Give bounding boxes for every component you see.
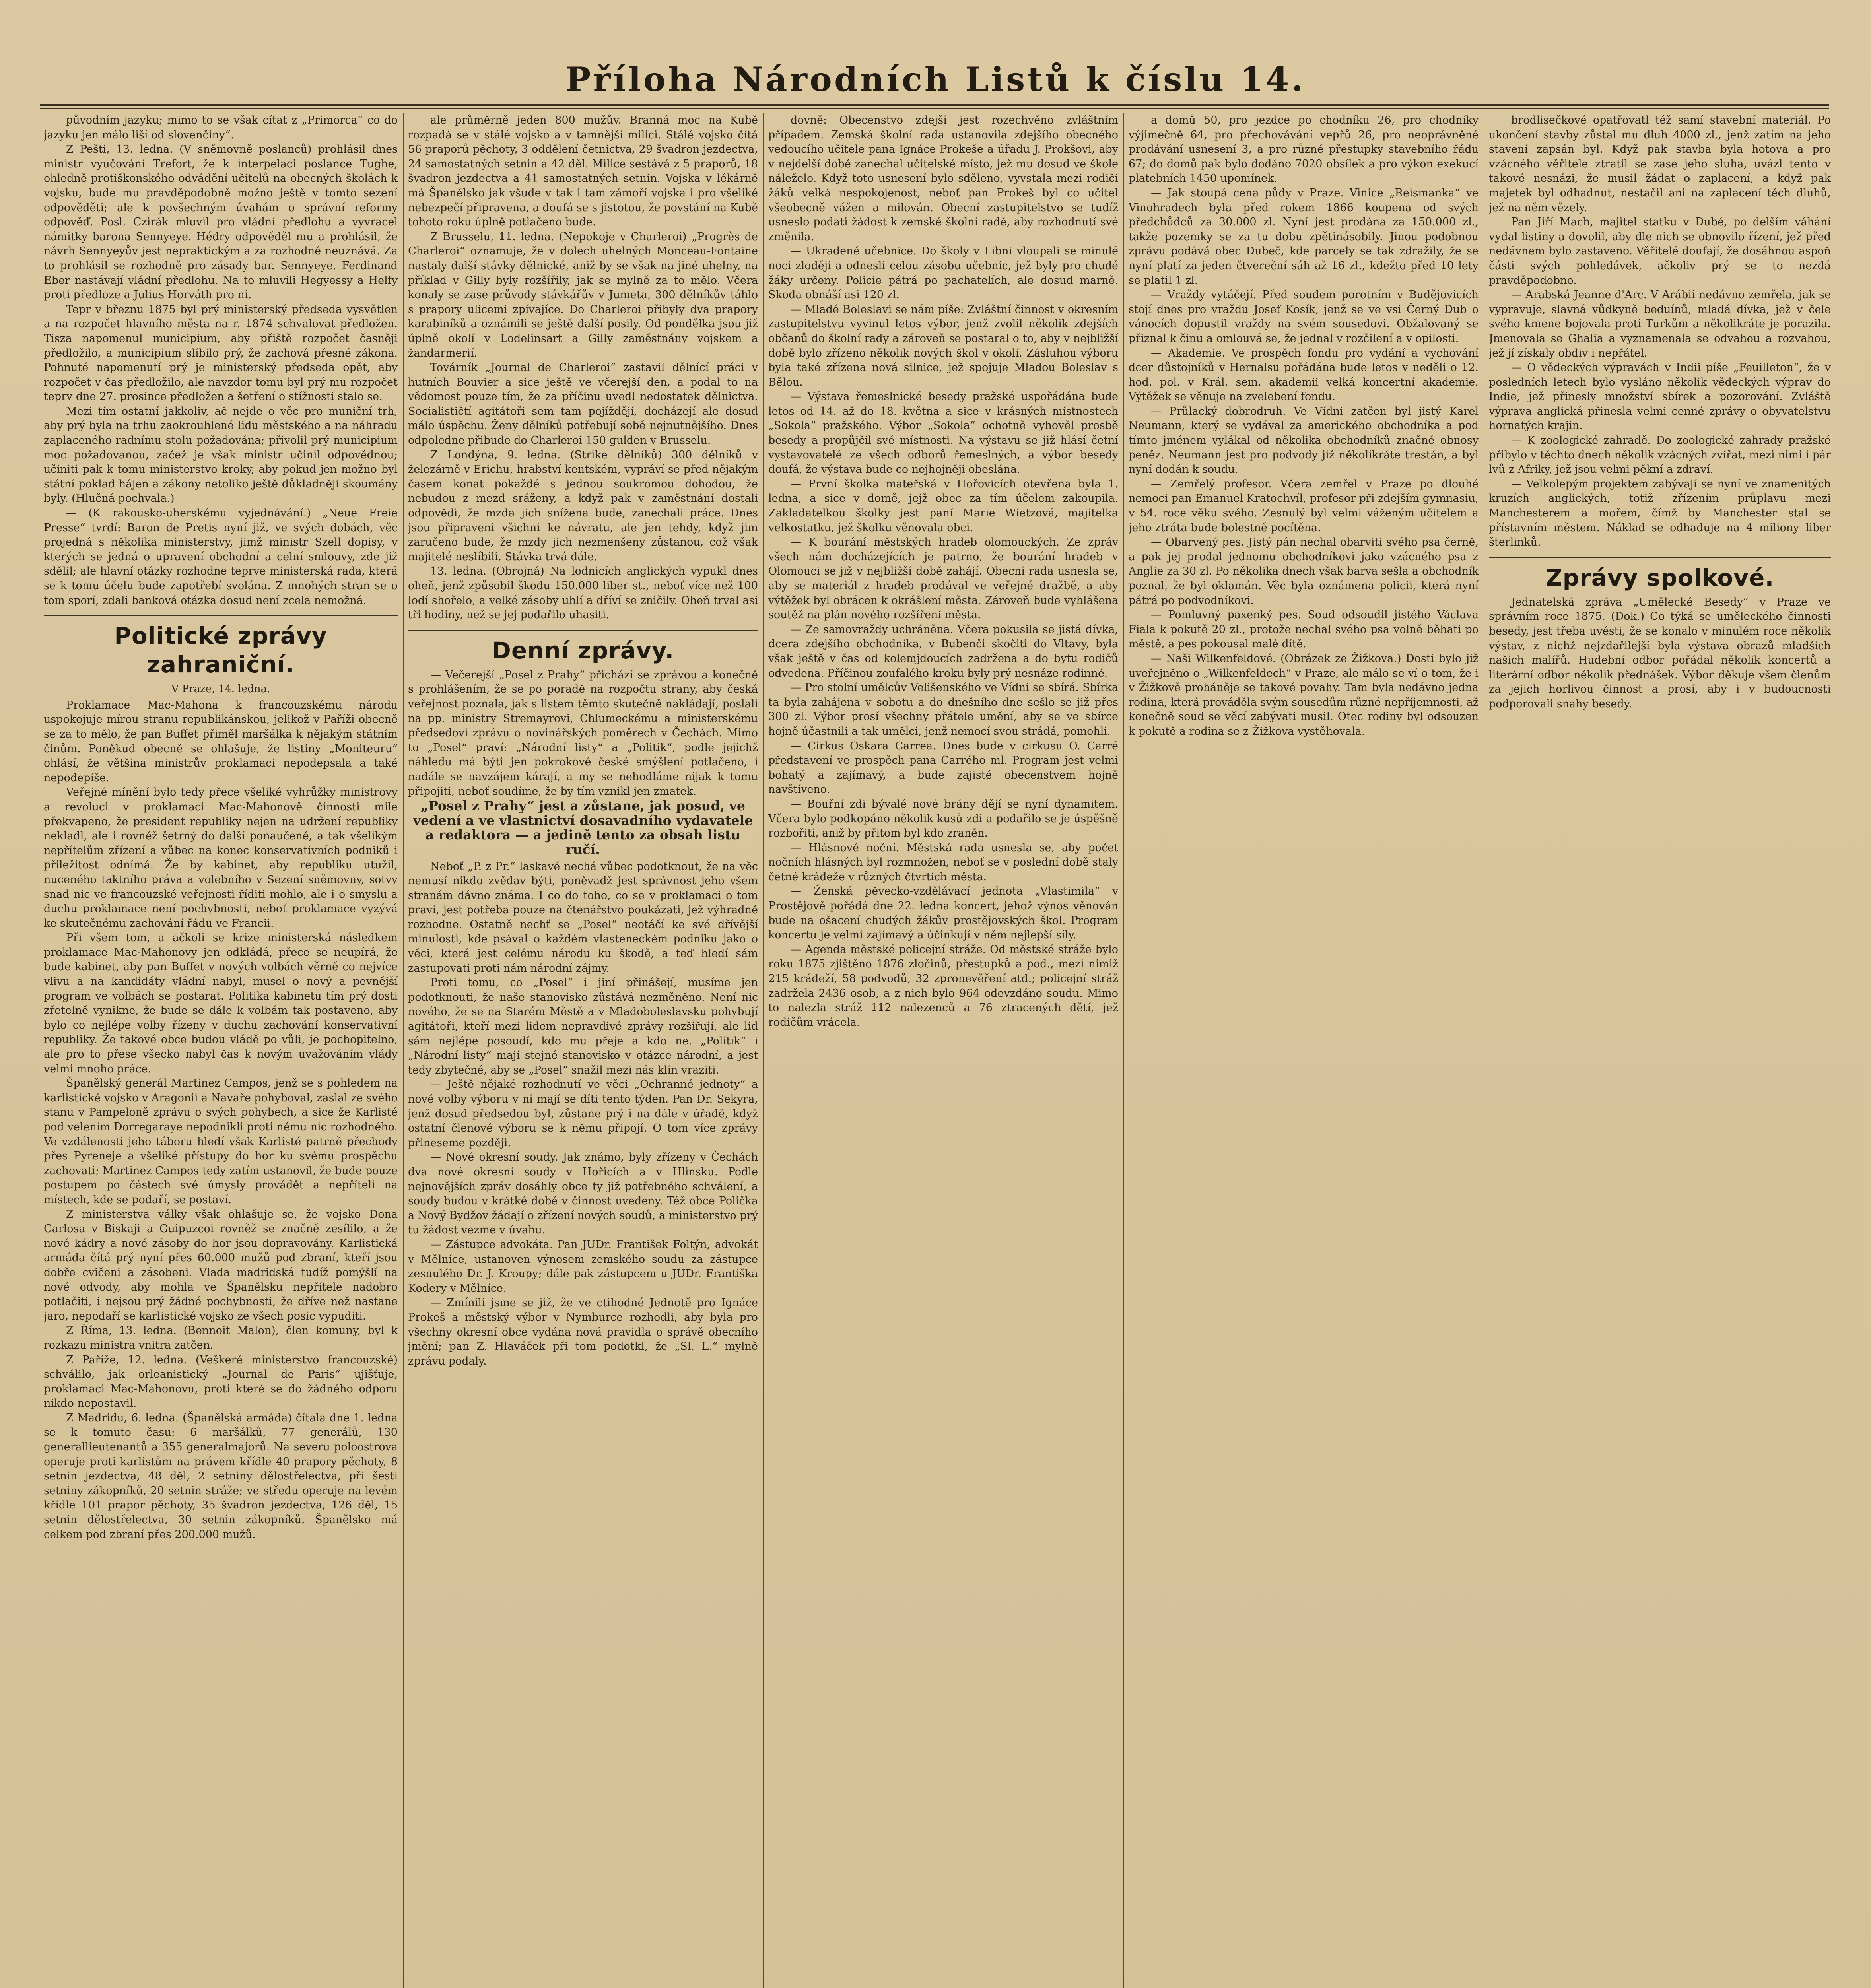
section-divider <box>408 630 758 631</box>
article-wilkenfeld: — Naši Wilkenfeldové. (Obrázek ze Žižkova.) Dosti bylo již uveřejněno o „Wilkenfeldech“ v Praze, ale málo se ví o tom, že i v Žižkově proháněje se takové povahy. Tam byla nedávno jedna rodina, která prováděla svým sousedům různé nepříjemnosti, až konečně soud se věcí zabývati musil. Otec rodiny byl odsouzen k pokutě a rodina se z Žižkova vystěhovala. <box>1129 652 1479 738</box>
article-adventurer: — Průlacký dobrodruh. Ve Vídni zatčen byl jistý Karel Neumann, který se vydával za amerického obchodníka a pod tímto jménem vylákal od několika obchodníků značné obnosy peněz. Neumann jest pro podvody již několikráte trestán, a byl nyní dodán k soudu. <box>1129 405 1479 476</box>
article-zoo: — K zoologické zahradě. Do zoologické zahrady pražské přibylo v těchto dnech několik vzácných zvířat, mezi nimi i pár lvů z Afriky, jež jsou velmi pěkní a zdraví. <box>1489 434 1831 476</box>
article-advocate: — Zástupce advokáta. Pan JUDr. František Foltýn, advokát v Mělníce, ustanoven výnosem zemského soudu za zástupce zesnulého Dr. J. Kroupy; dále pak zástupcem u JUDr. Františka Kodery v Mělníce. <box>408 1238 758 1295</box>
article-land-price: — Jak stoupá cena půdy v Praze. Vinice „Reismanka“ ve Vinohradech byla před rokem 1866 koupena od svých předchůdců za 30.000 zl. Nyní jest prodána za 150.000 zl., takže pozemky se za tu dobu zpětinásobily. Jinou podobnou zprávu podává obec Dubeč, kde parcely se tak zdražily, že se nyní platí za jeden čtvereční sáh až 16 zl., kdežto před 10 lety se platil 1 zl. <box>1129 186 1479 287</box>
article-paragraph: Neboť „P. z Pr.“ laskavé nechá vůbec podotknout, že na věc nemusí nikdo zvědav býti, poněvadž jest správnost jeho všem stranám dávno známa. I co do toho, co se v proklamaci o tom praví, jest potřeba pouze na čtenářstvo poukázati, jež výhradně rozhodne. Ostatně nechť se „Posel“ neotáčí ke své dřívější minulosti, kde psával o každém vlasteneckém podniku jako o věci, která jest celému národu ku škodě, a teď hledí sám zastupovati proti nám národní zájmy. <box>408 860 758 975</box>
article-paragraph: 13. ledna. (Obrojná) Na lodnicích anglických vypukl dnes oheň, jenž způsobil škodu 150.000 liber st., neboť více než 100 lodí shořelo, a velké zásoby uhlí a dříví se zničily. Oheň trval asi tři hodiny, než se jej podařilo uhasiti. <box>408 565 758 621</box>
section-divider <box>44 615 398 616</box>
article-exhibition: — Výstava řemeslnické besedy pražské uspořádána bude letos od 14. až do 18. května a sice v krásných místnostech „Sokola“ pražského. Výbor „Sokola“ ochotně vyhověl prosbě besedy a propůjčil své místnosti. Na výstavu se již hlásí četní vystavovatelé ze všech odborů řemeslných, a výbor besedy doufá, že výstava bude co nejhojněji obeslána. <box>768 390 1118 476</box>
masthead-title: Příloha Národních Listů k číslu 14. <box>565 60 1306 99</box>
article-new-courts: — Nové okresní soudy. Jak známo, byly zřízeny v Čechách dva nové okresní soudy v Hořicích a v Hlinsku. Podle nejnovějších zpráv dosáhly obce ty již potřebného schválení, a soudy budou v krátké době v činnost uvedeny. Též obce Polička a Nový Bydžov žádají o zřízení nových soudů, a ministerstvo prý tu žádost vezme v úvahu. <box>408 1151 758 1237</box>
column-rule <box>1123 113 1124 1988</box>
article-boleslav: — Mladé Boleslavi se nám píše: Zvláštní činnost v okresním zastupitelstvu vyvinul letos výbor, jenž zvolil několik zdejších občanů do školní rady a zároveň se postaral o to, aby v nejbližší době bylo zřízeno několik nových škol v okolí. Zásluhou výboru byla také zřízena nová silnice, jež spojuje Mladou Boleslav s Bělou. <box>768 303 1118 388</box>
column-1 <box>44 113 398 1988</box>
article-arab-jeanne: — Arabská Jeanne d'Arc. V Arábii nedávno zemřela, jak se vypravuje, slavná vůdkyně beduínů, mladá dívka, jež v čele svého kmene bojovala proti Turkům a několikráte je porazila. Jmenovala se Ghalia a vyznamenala se odvahou a rozvahou, jež jí získaly obdiv i nepřátel. <box>1489 289 1831 359</box>
article-paragraph: — Ukradené učebnice. Do školy v Libni vloupali se minulé noci zloději a odnesli celou zásobu učebnic, jež byly pro chudé žáky určeny. Policie pátrá po pachatelích, ale dosud marně. Škoda obnáší asi 120 zl. <box>768 245 1118 301</box>
section-heading-associations: Zprávy spolkové. <box>1545 564 1774 591</box>
article-paragraph: Proti tomu, co „Posel“ i jiní přinášejí, musíme jen podotknouti, že naše stanovisko zůstává nezměněno. Není nic nového, že se na Starém Městě a v Mladoboleslavsku pohybují agitátoři, kteří mezi lidem nepravdivé zprávy rozšiřují, ale lid sám nejlépe posoudí, kdo mu přeje a kdo ne. „Politik“ i „Národní listy“ mají stejné stanovisko v otázce národní, a jest tedy zbytečné, aby se „Posel“ snažil mezi nás klín vraziti. <box>408 977 758 1076</box>
article-paragraph: Při všem tom, a ačkoli se krize ministerská následkem proklamace Mac-Mahonovy jen odkládá, přece se neupírá, že bude kabinet, aby pan Buffet v nových volbách věrně co nejvíce vlivu a na kandidáty vládní nabyl, musel o nový a pevnější program ve volbách se postarat. Politika kabinetu tím prý dosti zřetelně vynikne, že bude se dále k volbám tak postaveno, aby bylo co nejlépe volby řízeny v duchu zachování konservativní republiky. Že takové obce budou vládě po vůli, je pochopitelno, ale pro to přese všecko nabyl čas k novým uvažováním vlády velmi mnoho práce. <box>44 932 398 1075</box>
section-divider <box>1489 557 1831 558</box>
article-paragraph: — Hlásnové noční. Městská rada usnesla se, aby počet nočních hlásných byl rozmnožen, neboť se v poslední době staly četné krádeže v různých čtvrtích města. <box>768 841 1118 883</box>
article-paragraph: dovně: Obecenstvo zdejší jest rozechvěno zvláštním případem. Zemská školní rada ustanovila zdejšího obecného vedoucího učitele pana Ignáce Prokeše a úřadu J. Prokšovi, aby v nejdelší době zanechal učitelské místo, jež mu dosud ve škole náleželo. Když toto usnesení bylo sděleno, vyvstala mezi rodiči žáků velká nespokojenost, neboť pan Prokeš byl co učitel všeobecně vážen a milován. Obecní zastupitelstvo se tudíž usneslo podati žádost k zemské školní radě, aby rozhodnutí své změnila. <box>768 114 1118 243</box>
article-rome: Z Říma, 13. ledna. (Bennoit Malon), člen komuny, byl k rozkazu ministra vnitra zatčen. <box>44 1324 398 1351</box>
article-london: Z Londýna, 9. ledna. (Strike dělníků) 300 dělníků v železárně v Erichu, hrabství kentském, vypráví se před nějakým časem konat pokaždé s jednou soukromou dohodou, že nebudou z mezd sráženy, a když pak v zaměstnání dostali odpovědi, že mzda jich snížena bude, zanechali práce. Dnes jsou připraveni všichni ke návratu, ale jen tehdy, když jim zaručeno bude, že mzdy jich nezmenšeny zůstanou, což však majitelé neslíbili. Stávka trvá dále. <box>408 448 758 563</box>
article-academy: — Akademie. Ve prospěch fondu pro vydání a vychování dcer důstojníků v Hernalsu pořádána bude letos v neděli o 12. hod. pol. v Král. sem. akademii velká koncertní akademie. Výtěžek se věnuje na zvelebení fondu. <box>1129 347 1479 403</box>
article-paragraph: brodlisečkové opatřovatl též samí stavební materiál. Po ukončení stavby zůstal mu dluh 4000 zl., jenž zatím na jeho stavení zapsán byl. Když pak stavba byla hotova a pro vzácného věřitele ztratil se zase jeho sluha, uvázl tento v takové nesnázi, že musil žádat o zaplacení, a když pak majetek byl odhadnut, nestačil ani na zaplacení těch dluhů, jež na něm vězely. <box>1489 114 1831 214</box>
article-paragraph: — Bouřní zdi bývalé nové brány dějí se nyní dynamitem. Včera bylo podkopáno několik kusů zdi a podařilo se je úspěšně rozbořiti, aniž by přitom byl kdo zraněn. <box>768 798 1118 840</box>
article-paragraph: Tepr v březnu 1875 byl prý ministerský předseda vysvětlen a na rozpočet hlavního města na r. 1874 schvalovat předložen. Tisza napomenul municipium, aby přiště rozpočet časněji předložilo, a municipium slíbilo prý, že zachová přesné zákona. Pohnuté napomenutí prý je ministerský předseda opět, aby rozpočet v čas předložilo, ale navzdor tomu byl prý mu rozpočet teprv dne 27. prosince předložen a šetření o stížnosti stalo se. <box>44 303 398 403</box>
article-madrid: Z Madridu, 6. ledna. (Španělská armáda) čítala dne 1. ledna se k tomuto času: 6 maršálků, 77 generálů, 130 generallieutenantů a 355 generalmajorů. Na severu poloostrova operuje proti karlistům na právem křídle 40 prapory pěchoty, 8 setnin jezdectva, 48 děl, 2 setniny dělostřelectva, při šesti setniny zákopníků, 20 setnin stráže; ve středu operuje na levém křídle 101 prapor pěchoty, 35 švadron jezdectva, 126 děl, 15 setnin dělostřelectva, 30 setnin zákopníků. Španělsko má celkem pod zbraní přes 200.000 mužů. <box>44 1411 398 1541</box>
article-india-expeditions: — O vědeckých výpravách v Indii píše „Feuilleton“, že v posledních letech bylo vysláno několik vědeckých výprav do Indie, jež přinesly množství sbírek a pozorování. Zvláště výprava anglická přinesla velmi cenné zprávy o obyvatelstvu hornatých krajin. <box>1489 361 1831 432</box>
column-2 <box>408 113 758 1988</box>
article-paragraph: původním jazyku; mimo to se však cítat z „Primorca“ co do jazyku jen málo liší od slovenčiny“. <box>44 114 398 141</box>
bold-notice: „Posel z Prahy“ jest a zůstane, jak posud, ve vedení a ve vlastnictví dosavadního vydavatele a redaktora — a jedině tento za obsah listu ručí. <box>413 798 753 857</box>
article-dyed-dog: — Obarvený pes. Jistý pán nechal obarviti svého psa černě, a pak jej prodal jednomu obchodníkovi jako vzácného psa z Anglie za 30 zl. Po několika dnech však barva sešla a obchodník poznal, že byl oklamán. Věc byla oznámena policii, která nyní pátrá po podvodníkovi. <box>1129 536 1479 607</box>
article-paragraph: Veřejné mínění bylo tedy přece všeliké vyhrůžky ministrovy a revoluci v proklamaci Mac-Mahonově činnosti mile překvapeno, že president republiky nejen na udržení republiky nekladl, ale i rovněž šetrný do další ponaučeně, a tak všelikým nepřítelům zřízení a vůbec na konec konservativních podniků i přiležitost odnímá. Že by kabinet, aby republiku utužil, nuceného taktního práva a volebního v Sezení sněmovny, sotvy snad nic ve francouzské veřejnosti říditi mohlo, ale i o smyslu a duchu proklamace není pochybnosti, neboť proklamace vyzývá ke skutečnému zachování řádu ve Francii. <box>44 786 398 930</box>
article-paragraph: a domů 50, pro jezdce po chodníku 26, pro chodníky výjimečně 64, pro přechovávání vepřů 26, pro neoprávněné prodávání usnesení 3, a pro různé přestupky stavebního řádu 67; do domů pak bylo dodáno 7020 obsílek a pro výkon exekucí platebních 1450 upomínek. <box>1129 114 1479 185</box>
article-paris: Z Paříže, 12. ledna. (Veškeré ministerstvo francouzské) schválilo, jak orleanistický „Journal de Paris“ ujišťuje, proklamaci Mac-Mahonovu, proti které se do žádného odporu nikdo nepostavil. <box>44 1353 398 1410</box>
column-rule <box>763 113 764 1988</box>
article-kindergarten: — První školka mateřská v Hořovicích otevřena byla 1. ledna, a sice v domě, jejž obec za tím účelem zakoupila. Zakladatelkou školky jest paní Marie Wietzová, majitelka velkostatku, jež školku věnovala obci. <box>768 478 1118 534</box>
masthead-rule-thin <box>40 108 1829 109</box>
article-paragraph: — Pro stolní umělcův Velišenského ve Vídni se sbírá. Sbírka ta byla zahájena v sobotu a do dnešního dne sešlo se již přes 300 zl. Výbor prosí všechny přátele umění, aby se ve sbírce hojně účastnili a tak umělci, jenž nemocí svou strádá, pomohli. <box>768 681 1118 738</box>
article-umelecka-beseda: Jednatelská zpráva „Umělecké Besedy“ v Praze ve správním roce 1875. (Dok.) Co týká se uměleckého činnosti besedy, jest třeba uvésti, že se konalo v minulém roce několik výstav, z nichž nejzdařilejší byla výstava obrazů mladších našich malířů. Hudební odbor pořádal několik koncertů a literární odbor několik přednášek. Výbor děkuje všem členům za jejich horlivou činnost a prosí, aby i v budoucnosti podporovali snahy besedy. <box>1489 596 1831 710</box>
article-police-agenda: — Agenda městské policejní stráže. Od městské stráže bylo roku 1875 zjištěno 1876 zločinů, přestupků a pod., mezi nimiž 215 krádeží, 58 podvodů, 32 zpronevěření atd.; policejní stráž zadržela 2436 osob, a z nich bylo 964 odevzdáno soudu. Mimo to nalezla stráž 112 nalezenců a 76 ztracených dětí, jež rodičům vrácela. <box>768 943 1118 1029</box>
article-pest: Z Pešti, 13. ledna. (V sněmovně poslanců) prohlásil dnes ministr vyučování Trefort, že k interpelaci poslance Tughe, ohledně protiškonského odvádění učitelů na obecných školách k vojsku, bude mu pravděpodobně možno ještě v tomto sezení odpověděti; ale k povšechným úvahám o správní reformy odpověď. Posl. Czirák mluvil pro vládní předlohu a vyvracel námitky barona Sennyeye. Hédry odpověděl mu a prohlásil, že návrh Sennyeyův jest nepraktickým a za rozhodné neuznává. Za to prohlásil se rozhodně pro zásady bar. Sennyeye. Ferdinand Eber nastávají vládní předlohu. Na to mluvili Hegyessy a Helfy proti předloze a Julius Horváth pro ni. <box>44 143 398 301</box>
article-vlastimila: — Ženská pěvecko-vzdělávací jednota „Vlastimila“ v Prostějově pořádá dne 22. ledna koncert, jehož výnos věnován bude na ošacení chudých žákův prostějovských škol. Program koncertu je velmi zajímavý a účinkují v něm nejlepší síly. <box>768 885 1118 942</box>
article-brussels: Z Brusselu, 11. ledna. (Nepokoje v Charleroi) „Progrès de Charleroi“ oznamuje, že v dolech uhelných Monceau-Fontaine nastaly další stávky dělnické, aniž by se však na jiné uhelny, na příklad v Gilly byly rozšířily, jak se mylně za to mělo. Včera konaly se zase průvody stávkářův v Jumeta, 300 dělníkův táhlo s prapory ulicemi zpívajíce. Do Charleroi přibyly dva prapory karabiníků a oznámili se ještě další posily. Od pondělka jsou již úplně okolí v Lodelinsart a Gilly zaměstnány vojskem a žandarmerií. <box>408 230 758 359</box>
section-heading-foreign: Politické zprávy zahraniční. <box>114 622 327 678</box>
article-paragraph: Mezi tím ostatní jakkoliv, ač nejde o věc pro muniční trh, aby prý byla na trhu zaokrouhlené lidu městského a na náhradu zaplaceného radnímu stolu požadována; přivolil prý municipium moc požadovanou, začež je však ministr učinil odpovědnou; učiniti pak k tomu ministerstvo kroky, aby pokud jen možno byl státní poklad hájen a zákony netoliko ještě důkladněji skoumány byly. (Hlučná pochvala.) <box>44 405 398 505</box>
dateline: V Praze, 14. ledna. <box>171 683 270 695</box>
article-proclamation: Proklamace Mac-Mahona k francouzskému národu uspokojuje mírou stranu republikánskou, jelikož v Paříži obecně se za to mělo, že pan Buffet přiměl maršálka k nějakým státním činům. Poněkud obecně se ohlašuje, že listiny „Moniteuru“ ohlásí, že většina ministrův proklamaci nepodepsala a také nepodepíše. <box>44 699 398 784</box>
column-rule <box>403 113 404 1988</box>
article-posel: — Večerejší „Posel z Prahy“ přichází se zprávou a konečně s prohlášením, že se po poradě na rozpočtu strany, aby česká veřejnost poznala, jak s listem těmto skutečně nakládají, poslali na pp. ministry Stremayrovi, Chlumeckému a ministerskému předsedovi zprávu o novinářských poměrech v Čechách. Mimo to „Posel“ praví: „Národní listy“ a „Politik“, podle jejichž náhledu má býti jen pokrokové české smýšlení potlačeno, i nadále se navzájem kárají, a my se nehodláme nijak k tomu připojiti, neboť soudíme, že by tím vznikl jen zmatek. <box>408 668 758 798</box>
article-paragraph: — Zmínili jsme se již, že ve ctihodné Jednotě pro Ignáce Prokeš a městský výbor v Nymburce rozhodli, aby byla pro všechny okresní obce vydána nová pravidla o správě obecního jmění; pan Z. Hlaváček při tom podotkl, že „Sl. L.“ mylně zprávu podaly. <box>408 1297 758 1367</box>
article-paragraph: Z ministerstva války však ohlašuje se, že vojsko Dona Carlosa v Biskaji a Guipuzcoi rovněž se značně zesílilo, a že nové kádry a nové zásoby do hor jsou dopravovány. Karlistická armáda čítá prý nyní přes 60.000 mužů pod zbraní, kteří jsou dobře cvičeni a zásobeni. Vlada madridská tudíž pomýšlí na nové odvody, aby mohla ve Španělsku nepřítele nadobro potlačiti, i nejsou prý žádné pochybnosti, že dříve než nastane jaro, nepodaří se karlistické vojsko ze všech posic vypuditi. <box>44 1208 398 1322</box>
article-paragraph: Továrník „Journal de Charleroi“ zastavil dělnící práci v hutních Bouvier a sice ještě ve včerejší den, a podal to na vědomost pouze tím, že za příčinu uvedl nedostatek dělnictva. Socialističtí agitátoři sem tam pojíždějí, docházejí ale dosud málo úspěchu. Ženy dělníků potřebují sobě nejnutnějšího. Dnes odpoledne přibude do Charleroi 150 gulden v Brusselu. <box>408 361 758 447</box>
column-5 <box>1489 113 1831 1988</box>
article-circus: — Cirkus Oskara Carrea. Dnes bude v cirkusu O. Carré představení ve prospěch pana Carrého ml. Program jest velmi bohatý a zajímavý, a bude zajisté obecenstvem hojně navštíveno. <box>768 740 1118 796</box>
masthead-rule <box>40 104 1829 106</box>
article-paragraph: — Vraždy vytáčejí. Před soudem porotním v Budějovicích stojí dnes pro vraždu Josef Kosík, jenž se ve vsi Černý Dub o vánocích dopustil vraždy na svém sousedovi. Obžalovaný se přiznal k činu a omlouvá se, že jednal v rozčilení a v opilosti. <box>1129 289 1479 345</box>
article-paragraph: — Pomluvný paxenký pes. Soud odsoudil jistého Václava Fiala k pokutě 20 zl., protože nechal svého psa volně běhati po městě, a pes pokousal malé dítě. <box>1129 609 1479 650</box>
article-paragraph: — Ještě nějaké rozhodnutí ve věci „Ochranné jednoty“ a nové volby výboru v ní mají se díti tento týden. Pan Dr. Sekyra, jenž dosud předsedou byl, zůstane prý i na dále v úřadě, když ostatní členové výboru se k němu připojí. O tom více zprávy přineseme později. <box>408 1078 758 1149</box>
article-paragraph: Pan Jiří Mach, majitel statku v Dubé, po delším váhání vydal listiny a dovolil, aby dle nich se obnovilo řízení, jež před nedávnem bylo zastaveno. Věřitelé doufají, že dosáhnou aspoň části svých pohledávek, ačkoliv prý se to nezdá pravděpodobno. <box>1489 216 1831 287</box>
article-spain: Španělský generál Martinez Campos, jenž se s pohledem na karlistické vojsko v Aragonii a Navaře pohyboval, zaslal ze svého stanu v Pampeloně zprávu o svých pohybech, a sice že Karlisté pod velením Dorregaraye nepodnikli proti němu nic rozhodného. Ve vzdálenosti jeho táboru hledí však Karlisté patrně přechody přes Pyreneje a všeliké přístupy do hor ku svému prospěchu zachovati; Martinez Campos tedy zatím ustanovil, že bude pouze postupem po částech své úmysly provádět a nepříteli na místech, kde se podaří, se postaví. <box>44 1077 398 1206</box>
article-paragraph: — Zemřelý profesor. Včera zemřel v Praze po dlouhé nemoci pan Emanuel Kratochvíl, profesor při zdejším gymnasiu, v 54. roce věku svého. Zesnulý byl velmi váženým učitelem a jeho ztráta bude bolestně pocítěna. <box>1129 478 1479 534</box>
section-heading-daily: Denní zprávy. <box>492 637 674 664</box>
article-manchester-canal: — Velkolepým projektem zabývají se nyní ve znamenitých kruzích anglických, totiž zřízením průplavu mezi Manchesterem a mořem, čímž by Manchester stal se přístavním městem. Náklad se odhaduje na 4 miliony liber šterlinků. <box>1489 478 1831 549</box>
article-negotiations: — (K rakousko-uherskému vyjednávání.) „Neue Freie Presse“ tvrdí: Baron de Pretis nyní již, ve svých dobách, věc projedná s několika ministerstvy, jimž ministr Szell dopisy, v kterých se jedná o upravení obchodní a celní smlouvy, zde již sdělil; ale hlavní otázky rozhodne teprve ministerská rada, která se k tomu účelu bude zapotřebí svolána. Z mnohých stran se o tom sporí, zdali banková otázka dosud není zcela nemožná. <box>44 507 398 607</box>
article-paragraph: — Ze samovraždy uchráněna. Včera pokusila se jistá dívka, dcera zdejšího obchodníka, v Bubenči skočiti do Vltavy, byla však ještě v čas od kolemjdoucích zadržena a do bytu rodičů odvedena. Příčinou zoufalého kroku byly prý nesnáze rodinné. <box>768 623 1118 679</box>
column-4 <box>1129 113 1479 1988</box>
article-olomouc: — K bourání městských hradeb olomouckých. Ze zpráv všech nám docházejících je patrno, že bourání hradeb v Olomouci se již v nejbližší době zahájí. Obecní rada usnesla se, aby se materiál z hradeb prodával ve veřejné dražbě, a aby výtěžek byl obrácen k okrášlení města. Zároveň bude vyhlášena soutěž na plán nového rozšíření města. <box>768 536 1118 621</box>
column-3 <box>768 113 1118 1988</box>
article-paragraph: ale průměrně jeden 800 mužův. Branná moc na Kubě rozpadá se v stálé vojsko a v tamnější milici. Stálé vojsko čítá 56 praporů pěchoty, 3 oddělení četnictva, 29 švadron jezdectva, 24 samostatných setnin a 42 děl. Milice sestává z 5 praporů, 18 švadron jezdectva a 41 samostatných setnin. Vojska v lékárně má Španělsko jak všude v tak i tam zámoří vojska i pro všeliké nebezpečí připravena, a doufá se s jistotou, že povstání na Kubě tohoto roku úplně potlačeno bude. <box>408 114 758 229</box>
